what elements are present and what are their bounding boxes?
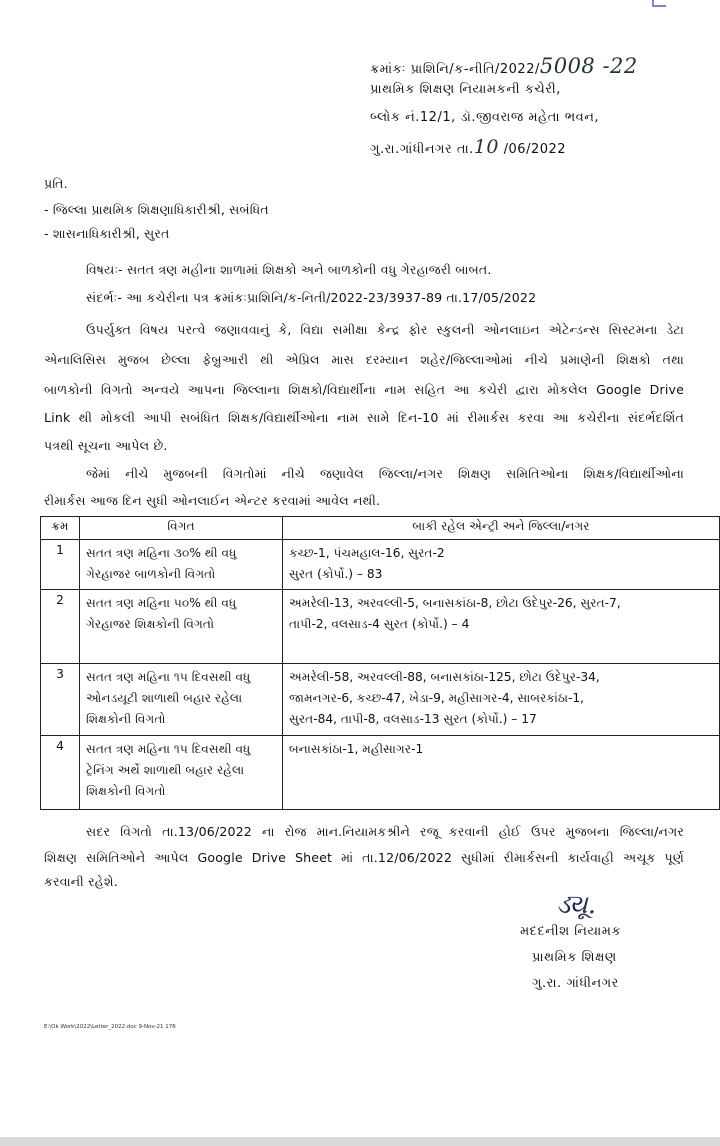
header-entries: બાકી રહેલ એન્ટ્રી અને જિલ્લા/નગર — [283, 517, 720, 540]
row-detail-line: સતત ત્રણ મહિના ૧૫ દિવસથી વધુ — [86, 742, 251, 756]
row-entries-line: અમરેલી-13, અરવલ્લી-5, બનાસકાંઠા-8, છોટા ઉદેપુર-26, સુરત-7, — [289, 596, 621, 610]
subject-line: વિષયઃ- સતત ત્રણ મહીના શાળામાં શિક્ષકો અને બાળકોની વધુ ગેરહાજરી બાબત. — [86, 262, 492, 277]
table-row — [41, 664, 720, 736]
row-entries — [283, 540, 720, 590]
row-detail-line: શિક્ષકોની વિગતો — [86, 712, 166, 726]
para3-line: શિક્ષણ સમિતિઓને આપેલ Google Drive Sheet માં તા.12/06/2022 સુધીમાં રીમાર્કસની કાર્યવાહી અચૂક પૂર્ણ — [44, 850, 684, 865]
row-serial: 1 — [41, 540, 80, 590]
row-entries-line: તાપી-2, વલસાડ-4 સુરત (કોર્પો.) – 4 — [289, 617, 470, 631]
signature-scribble: ડ્યૂ. — [556, 890, 596, 920]
para1-line: એનાલિસિસ મુજબ છેલ્લા ફેબ્રુઆરી થી એપ્રિલ માસ દરમ્યાન શહેર/જિલ્લાઓમાં નીચે પ્રમાણેની શિક્ષકો તથા — [44, 352, 684, 367]
date-day-handwritten: 10 — [473, 136, 500, 158]
row-detail-line: ગેરહાજર શિક્ષકોની વિગતો — [86, 617, 215, 631]
signatory-location: ગુ.રા. ગાંધીનગર — [532, 976, 619, 991]
reference-number-handwritten: 5008 -22 — [539, 54, 638, 78]
row-detail — [80, 540, 283, 590]
date-prefix: ગુ.રા.ગાંધીનગર તા. — [370, 142, 474, 157]
para1-line: Link થી મોકલી આપી સબંધિત શિક્ષક/વિદ્યાર્થીઓના નામ સામે દિન-10 માં રીમાર્કસ કરવા આ કચેરીના સંદર્ભદર્શિત — [44, 410, 684, 425]
para3-line: સદર વિગતો તા.13/06/2022 ના રોજ માન.નિયામકશ્રીને રજૂ કરવાની હોઈ ઉપર મુજબના જિલ્લા/નગર — [86, 824, 684, 839]
row-entries-line: સુરત (કોર્પો.) – 83 — [289, 567, 383, 581]
row-entries-line: અમરેલી-58, અરવલ્લી-88, બનાસકાંઠા-125, છોટા ઉદેપુર-34, — [289, 670, 600, 684]
row-entries — [283, 664, 720, 736]
table-header-row — [41, 517, 720, 540]
row-detail — [80, 664, 283, 736]
reference-line: સંદર્ભઃ- આ કચેરીના પત્ર ક્રમાંકઃપ્રાશિનિ/ક-નિતી/2022-23/3937-89 તા.17/05/2022 — [86, 290, 537, 305]
row-entries-line: જામનગર-6, કચ્છ-47, ખેડા-9, મહીસાગર-4, સાબરકાંઠા-1, — [289, 691, 585, 705]
para2-line: રીમાર્કસ આજ દિન સુધી ઓનલાઈન એન્ટર કરવામાં આવેલ નથી. — [44, 493, 381, 508]
signatory-department: પ્રાથમિક શિક્ષણ — [532, 950, 617, 965]
row-detail-line: સતત ત્રણ મહિના ૫૦% થી વધુ — [86, 596, 237, 610]
row-entries-line: બનાસકાંઠા-1, મહીસાગર-1 — [289, 742, 424, 756]
row-entries-line: સુરત-84, તાપી-8, વલસાડ-13 સુરત (કોર્પો.) – 17 — [289, 712, 537, 726]
row-detail-line: ટ્રેનિંગ અર્થે શાળાથી બહાર રહેલા — [86, 763, 245, 777]
letter-date — [370, 136, 566, 158]
row-entries — [283, 590, 720, 664]
para3-line: કરવાની રહેશે. — [44, 874, 118, 889]
date-rest: /06/2022 — [499, 142, 567, 157]
reference-prefix: ક્રમાંકઃ પ્રાશિનિ/ક-નીતિ/2022/ — [370, 62, 540, 77]
para1-line: બાળકોની વિગતો અન્વયે આપના જિલ્લાના શિક્ષકો/વિદ્યાર્થીના નામ સહિત આ કચેરી દ્વારા મોકલેલ Google Drive — [44, 382, 684, 397]
row-detail-line: શિક્ષકોની વિગતો — [86, 784, 166, 798]
signatory-title: મદદનીશ નિયામક — [520, 924, 622, 939]
corner-mark-icon — [652, 0, 666, 7]
recipient-label: પ્રતિ. — [44, 176, 68, 191]
file-path-footer: E:\Ok Work\2022\Letter_2022.doc 9-Nov-21 176 — [44, 1024, 176, 1030]
bottom-edge-bar — [0, 1137, 720, 1146]
office-name: પ્રાથમિક શિક્ષણ નિયામકની કચેરી, — [370, 82, 561, 97]
row-serial: 4 — [41, 736, 80, 810]
para1-line: પત્રથી સૂચના આપેલ છે. — [44, 438, 168, 453]
office-address: બ્લોક નં.12/1, ડૉ.જીવરાજ મહેતા ભવન, — [370, 110, 600, 125]
recipient-item: - શાસનાધિકારીશ્રી, સુરત — [44, 226, 170, 241]
row-detail-line: ગેરહાજર બાળકોની વિગતો — [86, 567, 216, 581]
row-detail-line: સતત ત્રણ મહિના ૧૫ દિવસથી વધુ — [86, 670, 251, 684]
header-serial: ક્રમ — [41, 517, 80, 540]
row-entries — [283, 736, 720, 810]
row-serial: 2 — [41, 590, 80, 664]
reference-number-line — [370, 54, 638, 78]
row-entries-line: કચ્છ-1, પંચમહાલ-16, સુરત-2 — [289, 546, 445, 560]
row-detail-line: ઓનડયૂટી શાળાથી બહાર રહેલા — [86, 691, 243, 705]
header-detail: વિગત — [80, 517, 283, 540]
table-row — [41, 540, 720, 590]
recipient-item: - જિલ્લા પ્રાથમિક શિક્ષણાધિકારીશ્રી, સબંધિત — [44, 202, 269, 217]
row-detail-line: સતત ત્રણ મહિના ૩૦% થી વધુ — [86, 546, 237, 560]
para2-line: જેમાં નીચે મુજબની વિગતોમાં નીચે જણાવેલ જિલ્લા/નગર શિક્ષણ સમિતિઓના શિક્ષક/વિદ્યાર્થીઓના — [86, 466, 684, 481]
row-serial: 3 — [41, 664, 80, 736]
table-row — [41, 590, 720, 664]
row-detail — [80, 736, 283, 810]
row-detail — [80, 590, 283, 664]
para1-line: ઉપર્યુક્ત વિષય પરત્વે જણાવવાનું કે, વિદ્યા સમીક્ષા કેન્દ્ર ફોર સ્કુલની ઓનલાઇન એટેન્ડન્સ સિસ્ટમના ડેટા — [86, 322, 684, 337]
table-row — [41, 736, 720, 810]
pending-entries-table — [40, 516, 720, 810]
